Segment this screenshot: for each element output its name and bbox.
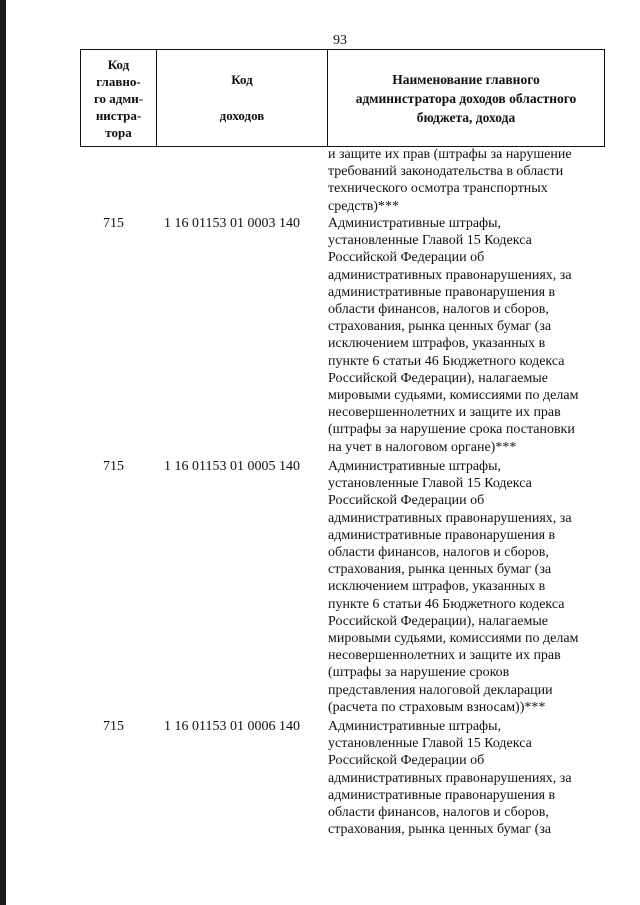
income-code: 1 16 01153 01 0005 140 [164,459,300,474]
header-name: Наименование главного администратора доходов областного бюджета, дохода [328,50,605,147]
income-code: 1 16 01153 01 0006 140 [164,719,300,734]
header-income-code: Код доходов [157,50,328,147]
admin-code: 715 [103,719,124,734]
income-name: Административные штрафы, установленные Главой 15 Кодекса Российской Федерации об административных правонарушениях, за административные правонарушения в области финансов, налогов и сборов, страхования, рынка ценных бумаг (за исключением штрафов, указанных в пункте 6 статьи 46 Бюджетного кодекса Российской Федерации), налагаемые мировыми судьями, комиссиями по делам несовершеннолетних и защите их прав (штрафы за нарушение срока постановки на учет в налоговом органе)*** [328,216,579,455]
admin-code: 715 [103,459,124,474]
scan-edge [0,0,6,905]
admin-code: 715 [103,216,124,231]
header-admin-code: Код главно- го адми- нистра- тора [81,50,157,147]
income-code: 1 16 01153 01 0003 140 [164,216,300,231]
page-number: 93 [333,33,347,48]
income-name: Административные штрафы, установленные Главой 15 Кодекса Российской Федерации об административных правонарушениях, за административные правонарушения в области финансов, налогов и сборов, страхования, рынка ценных бумаг (за исключением штрафов, указанных в пункте 6 статьи 46 Бюджетного кодекса Российской Федерации), налагаемые мировыми судьями, комиссиями по делам несовершеннолетних и защите их прав (штрафы за нарушение сроков представления налоговой декларации (расчета по страховым взносам))*** [328,459,579,715]
income-name: Административные штрафы, установленные Главой 15 Кодекса Российской Федерации об административных правонарушениях, за административные правонарушения в области финансов, налогов и сборов, страхования, рынка ценных бумаг (за [328,719,572,838]
continuation-text: и защите их прав (штрафы за нарушение требований законодательства в области технического осмотра транспортных средств)*** [328,147,572,214]
table-header [80,49,605,147]
